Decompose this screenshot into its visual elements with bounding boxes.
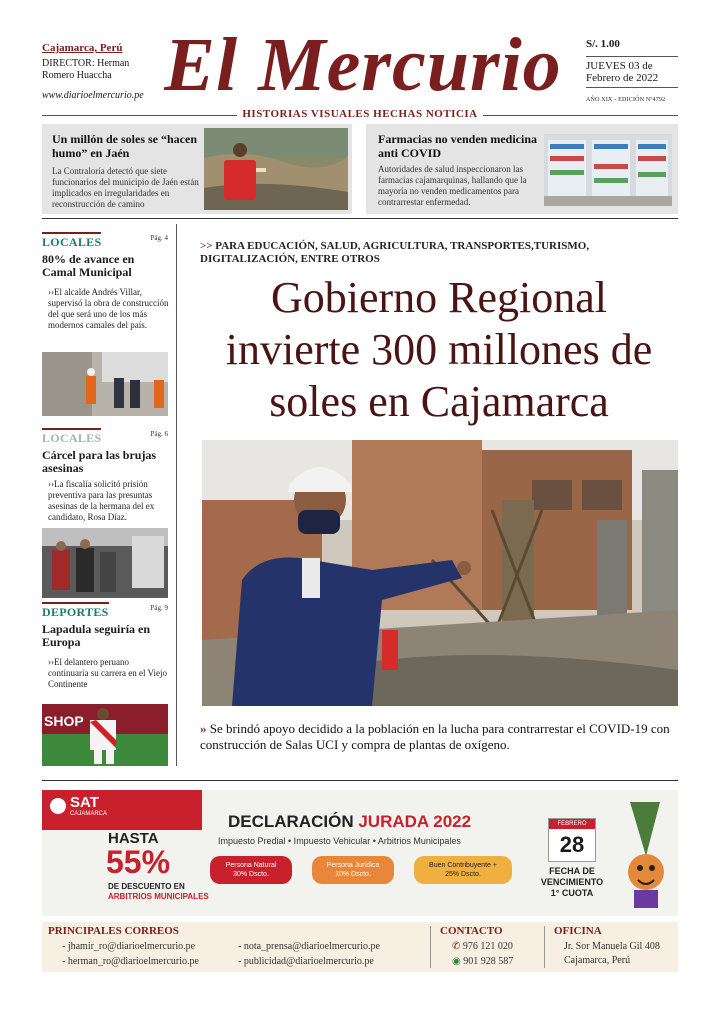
ad-percent: 55% [106,844,171,880]
section-label: LOCALES [42,428,101,446]
whatsapp-row [452,955,513,969]
teaser-photo-jaen [204,128,348,210]
ad-title-a: DECLARACIÓN [228,812,359,831]
sidebar-headline: Cárcel para las brujas asesinas [42,448,157,475]
contacto-title: CONTACTO [440,925,503,937]
page-ref: Pág. 6 [150,430,168,438]
email-link[interactable]: - publicidad@diarioelmercurio.pe [238,956,374,967]
website-link[interactable]: www.diarioelmercurio.pe [42,90,144,101]
sat-brand-sub: CAJAMARCA [70,811,108,817]
phone-icon: ✆ [452,941,463,952]
sidebar-deportes[interactable] [42,602,170,768]
ad-pill-natural: Persona Natural 30% Dscto. [210,856,292,884]
ad-hasta: HASTA [108,830,159,847]
sidebar-body: ››El alcalde Andrés Villar, supervisó la obra de construcción del que será uno de los más modernos camales del país. [48,287,169,330]
ad-arbitrios: ARBITRIOS MUNICIPALES [108,892,209,901]
deck-arrow: » [200,721,207,736]
phone-number[interactable]: 901 928 587 [463,956,514,967]
mascot-illustration [616,796,674,910]
ad-descuento: DE DESCUENTO EN [108,882,185,891]
whatsapp-icon: ◉ [452,956,464,967]
sat-banner [42,790,202,830]
teaser-title: Farmacias no venden medicina anti COVID [378,132,537,160]
issue-date: JUEVES 03 de Febrero de 2022 [586,57,678,88]
teaser-body: La Contraloría detectó que siete funcionarios del municipio de Jaén están implicados en irregularidades en reconstrucción de camino [52,166,199,209]
teaser-jaen[interactable] [42,124,352,214]
teaser-title: Un millón de soles se “hacen humo” en Jaén [52,132,198,160]
tagline: HISTORIAS VISUALES HECHAS NOTICIA [42,108,678,122]
calendar-month: FEBRERO [549,819,595,829]
email-link[interactable]: - herman_ro@diarioelmercurio.pe [62,956,199,967]
section-rule [42,218,678,219]
correos-title: PRINCIPALES CORREOS [48,925,179,937]
sidebar-photo-lapadula [42,704,168,766]
sidebar-photo-brujas [42,528,168,598]
ad-vencimiento: FECHA DE VENCIMIENTO 1° CUOTA [540,866,604,898]
sidebar-locales-1[interactable] [42,232,170,418]
ad-rule [42,780,678,781]
contact-footer [42,922,678,972]
ad-subtitle: Impuesto Predial • Impuesto Vehicular • Arbitrios Municipales [218,836,461,846]
sat-brand: SAT [70,794,99,811]
ad-title-b: JURADA 2022 [358,812,472,831]
sidebar-body: ››El delantero peruano continuaría su carrera en el Viejo Continente [48,657,167,689]
email-link[interactable]: - nota_prensa@diarioelmercurio.pe [238,941,380,952]
director: DIRECTOR: Herman Romero Huaccha [42,58,130,81]
edition: AÑO XIX - EDICIÓN Nº4792 [586,97,666,103]
location: Cajamarca, Perú [42,42,123,54]
masthead-left [42,42,152,102]
ad-pill-buen-contribuyente: Buen Contribuyente + 25% Dscto. [414,856,512,884]
page-ref: Pág. 9 [150,604,168,612]
teaser-body: Autoridades de salud inspeccionaron las farmacias cajamarquinas, hallando que la mayoría no venden medicamentos para contrarrestar enfermedad. [378,164,527,207]
section-label: DEPORTES [42,602,109,620]
kicker-arrow: >> [200,240,213,252]
ad-title [228,812,471,832]
teaser-photo-pharmacy [544,134,672,206]
sat-logo-icon [50,798,66,814]
sat-advertisement[interactable] [42,790,678,916]
sidebar-divider [176,224,177,766]
sidebar-headline: Lapadula seguiría en Europa [42,622,151,649]
main-deck [200,721,678,753]
calendar-icon [548,818,596,862]
sidebar-locales-2[interactable] [42,428,170,602]
phone-row [452,940,513,954]
price: S/. 1.00 [586,38,678,57]
masthead-right [586,38,678,106]
deck-text: Se brindó apoyo decidido a la población en la lucha para contrarrestar el COVID-19 con construcción de Salas UCI y compra de plantas de oxígeno. [200,721,670,752]
sidebar-headline: 80% de avance en Camal Municipal [42,252,135,279]
sidebar-photo-camal [42,352,168,416]
teaser-farmacias[interactable] [366,124,678,214]
page-ref: Pág. 4 [150,234,168,242]
footer-divider [544,926,545,968]
newspaper-logo: El Mercurio [164,23,562,107]
email-link[interactable]: - jhamir_ro@diarioelmercurio.pe [62,941,196,952]
main-kicker [200,240,670,266]
main-photo-construction [202,440,678,706]
calendar-day: 28 [559,832,585,857]
office-address: Jr. Sor Manuela Gil 408 Cajamarca, Perú [564,941,660,966]
main-headline[interactable]: Gobierno Regional invierte 300 millones de soles en Cajamarca [225,273,653,426]
oficina-title: OFICINA [554,925,602,937]
footer-divider [430,926,431,968]
svg-text:SHOP: SHOP [44,713,84,729]
phone-number[interactable]: 976 121 020 [462,941,513,952]
sidebar-body: ››La fiscalía solicitó prisión preventiva para las presuntas asesinas de la hermana del ex candidato, Rosa Díaz. [48,479,155,522]
kicker-text: PARA EDUCACIÓN, SALUD, AGRICULTURA, TRANSPORTES,TURISMO, DIGITALIZACIÓN, ENTRE OTROS [200,240,590,265]
ad-pill-juridica: Persona Jurídica 10% Dscto. [312,856,394,884]
section-label: LOCALES [42,232,101,250]
